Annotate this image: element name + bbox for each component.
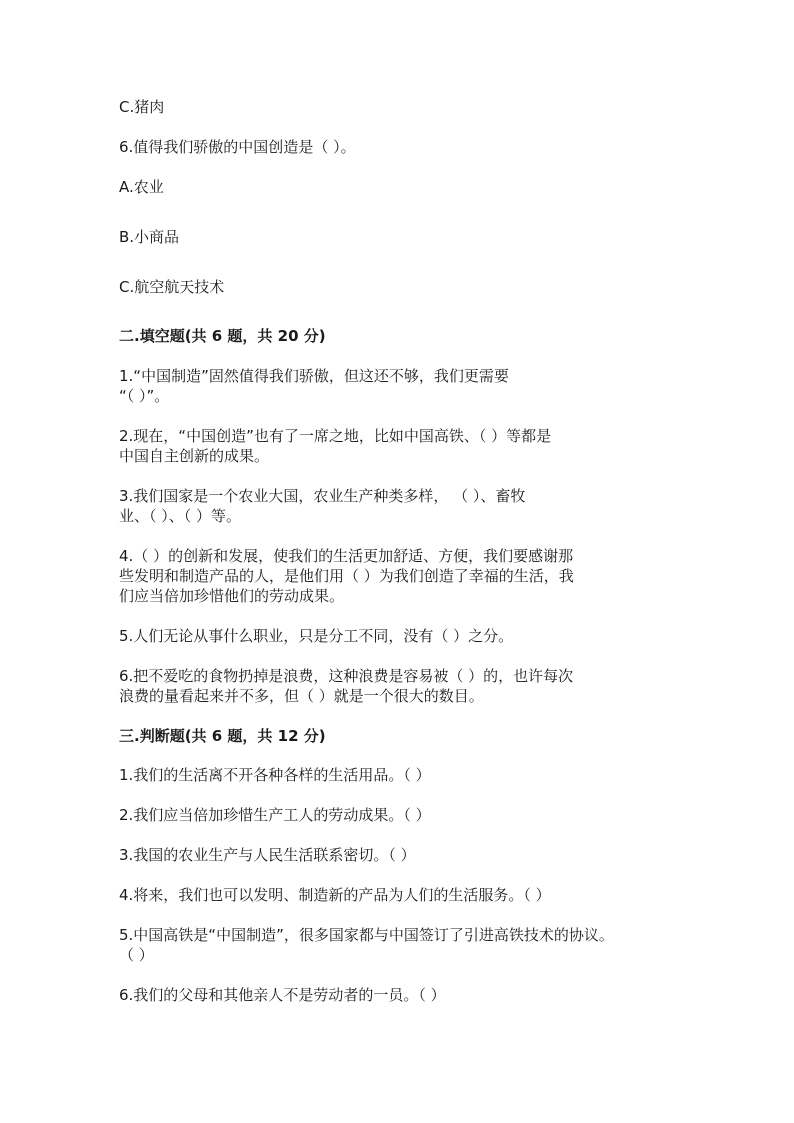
- fill-question-4-line-3: 们应当倍加珍惜他们的劳动成果。: [119, 587, 345, 605]
- choice-question-6-option-a: A.农业: [119, 178, 164, 196]
- fill-question-5-line-1: 5.人们无论从事什么职业，只是分工不同，没有（ ）之分。: [119, 627, 514, 645]
- judge-section-heading: 三.判断题(共 6 题，共 12 分): [119, 727, 326, 745]
- fill-question-1-line-1: 1.“中国制造”固然值得我们骄傲，但这还不够，我们更需要: [119, 367, 509, 385]
- judge-question-3: 3.我国的农业生产与人民生活联系密切。（ ）: [119, 846, 416, 864]
- fill-question-3-line-1: 3.我们国家是一个农业大国，农业生产种类多样， （ ）、畜牧: [119, 487, 526, 505]
- choice-question-6-stem: 6.值得我们骄傲的中国创造是（ ）。: [119, 138, 356, 156]
- fill-question-2-line-2: 中国自主创新的成果。: [119, 447, 270, 465]
- fill-question-6-line-1: 6.把不爱吃的食物扔掉是浪费，这种浪费是容易被（ ）的，也许每次: [119, 667, 574, 685]
- choice-question-6-option-c: C.航空航天技术: [119, 278, 225, 296]
- judge-question-4: 4.将来，我们也可以发明、制造新的产品为人们的生活服务。（ ）: [119, 886, 551, 904]
- fill-question-4-line-1: 4.（ ）的创新和发展，使我们的生活更加舒适、方便，我们要感谢那: [119, 547, 574, 565]
- choice-question-6-option-b: B.小商品: [119, 228, 180, 246]
- prev-question-option-c: C.猪肉: [119, 98, 165, 116]
- judge-question-2: 2.我们应当倍加珍惜生产工人的劳动成果。（ ）: [119, 806, 431, 824]
- fill-question-3-line-2: 业、（ ）、（ ）等。: [119, 507, 242, 525]
- fill-question-4-line-2: 些发明和制造产品的人，是他们用（ ）为我们创造了幸福的生活，我: [119, 567, 574, 585]
- judge-question-5-line-2: （ ）: [119, 946, 154, 964]
- fill-question-1-line-2: “（ ）”。: [119, 387, 170, 405]
- fill-section-heading: 二.填空题(共 6 题，共 20 分): [119, 327, 326, 345]
- judge-question-6: 6.我们的父母和其他亲人不是劳动者的一员。（ ）: [119, 986, 446, 1004]
- fill-question-6-line-2: 浪费的量看起来并不多，但（ ）就是一个很大的数目。: [119, 687, 484, 705]
- judge-question-1: 1.我们的生活离不开各种各样的生活用品。（ ）: [119, 766, 431, 784]
- fill-question-2-line-1: 2.现在，“中国创造”也有了一席之地，比如中国高铁、（ ）等都是: [119, 427, 552, 445]
- judge-question-5-line-1: 5.中国高铁是“中国制造”，很多国家都与中国签订了引进高铁技术的协议。: [119, 926, 614, 944]
